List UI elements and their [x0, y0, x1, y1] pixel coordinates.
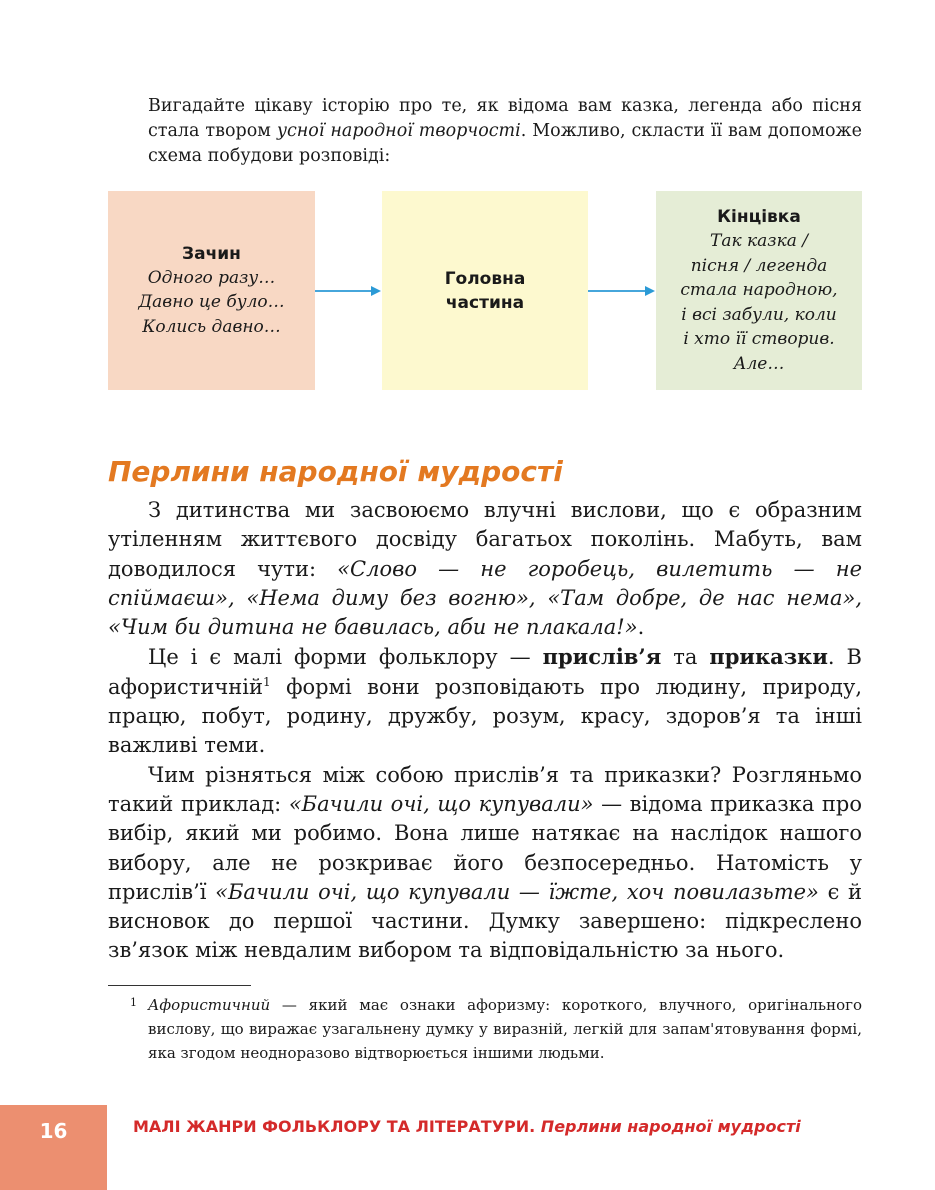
- footnote-term: Афористичний: [148, 996, 271, 1014]
- scheme-box-main: [382, 191, 588, 390]
- scheme-box-main-title: Головна: [444, 268, 526, 289]
- text-run: . В афористичній: [108, 645, 862, 699]
- scheme-box-ending-line: Так казка /: [709, 231, 808, 251]
- footnote: [130, 993, 862, 1065]
- paragraph-2: [108, 642, 862, 760]
- scheme-box-ending-line: і всі забули, коли: [681, 304, 837, 325]
- quoted-proverb: «Бачили очі, що купували — їжте, хоч повилазьте»: [215, 879, 819, 904]
- body-text: [108, 496, 862, 966]
- scheme-box-ending-line: пісня / легенда: [690, 255, 828, 276]
- scheme-arrow-right-icon: [588, 284, 656, 298]
- text-run: Це і є малі форми фольклору —: [148, 645, 543, 670]
- scheme-box-ending-line: стала народною,: [680, 280, 838, 300]
- scheme-box-opening-line: Колись давно…: [142, 316, 281, 337]
- intro-paragraph: [148, 94, 862, 169]
- text-run: .: [637, 615, 645, 640]
- footnote-text: — який має ознаки афоризму: короткого, влучного, оригінального вислову, що виражає узагальнену думку у виразній, легкій для запам'ятовування формі, яка згодом неодноразово відтворюється іншими людьми.: [148, 996, 862, 1062]
- text-run: є й висновок до першої частини. Думку завершено: підкреслено зв’язок між невдалим вибором та відповідальністю за нього.: [108, 879, 862, 963]
- text-run: З дитинства ми засвоюємо влучні вислови, що є образним утіленням життєвого досвіду багатьох поколінь. Мабуть, вам доводилося чути:: [108, 498, 862, 581]
- footnote-reference[interactable]: 1: [263, 674, 271, 689]
- footnote-mark: 1: [130, 996, 137, 1009]
- quoted-saying: «Бачили очі, що купували»: [288, 791, 594, 816]
- scheme-box-opening: [108, 191, 315, 390]
- paragraph-3: [108, 761, 862, 966]
- footnote-divider: [108, 985, 251, 986]
- scheme-arrow-right-icon: [315, 284, 382, 298]
- running-header: [133, 1117, 801, 1136]
- scheme-box-ending-line: і хто її створив.: [683, 329, 835, 349]
- running-title: МАЛІ ЖАНРИ ФОЛЬКЛОРУ ТА ЛІТЕРАТУРИ.: [133, 1117, 541, 1136]
- text-run: — відома приказка про вибір, який ми робимо. Вона лише натякає на наслідок нашого вибору, але не розкриває його безпосередньо. Натомість у прислів’ї: [108, 791, 862, 904]
- scheme-box-ending: [656, 191, 862, 390]
- intro-text-2: . Можливо, скласти її вам допоможе схема побудови розповіді:: [148, 121, 863, 166]
- intro-italic-term: усної народної творчості: [276, 121, 521, 141]
- text-run: формі вони розповідають про людину, природу, працю, побут, родину, дружбу, розум, красу, здоров’я та інші важливі теми.: [108, 674, 862, 758]
- term-sayings: приказки: [709, 644, 828, 670]
- text-run: та: [661, 645, 710, 670]
- scheme-box-main-title: частина: [445, 292, 525, 313]
- quoted-sayings: «Слово — не горобець, вилетить — не спіймаєш», «Нема диму без вогню», «Там добре, де нас нема», «Чим би дитина не бавилась, аби не плакала!»: [108, 556, 862, 640]
- running-subtitle: Перлини народної мудрості: [540, 1117, 801, 1136]
- scheme-box-opening-line: Одного разу…: [147, 267, 276, 288]
- section-title: Перлини народної мудрості: [108, 455, 563, 488]
- scheme-box-ending-line: Але…: [733, 353, 785, 374]
- intro-text-1: Вигадайте цікаву історію про те, як відома вам казка, легенда або пісня стала твором: [148, 96, 862, 141]
- paragraph-1: [108, 496, 862, 642]
- scheme-box-opening-line: Давно це було…: [138, 292, 285, 313]
- page-number: 16: [0, 1105, 107, 1190]
- scheme-box-ending-title: Кінцівка: [717, 207, 801, 227]
- text-run: Чим різняться між собою прислів’я та приказки? Розгляньмо такий приклад:: [108, 762, 862, 816]
- scheme-box-opening-title: Зачин: [182, 243, 241, 264]
- term-proverbs: прислів’я: [542, 644, 662, 670]
